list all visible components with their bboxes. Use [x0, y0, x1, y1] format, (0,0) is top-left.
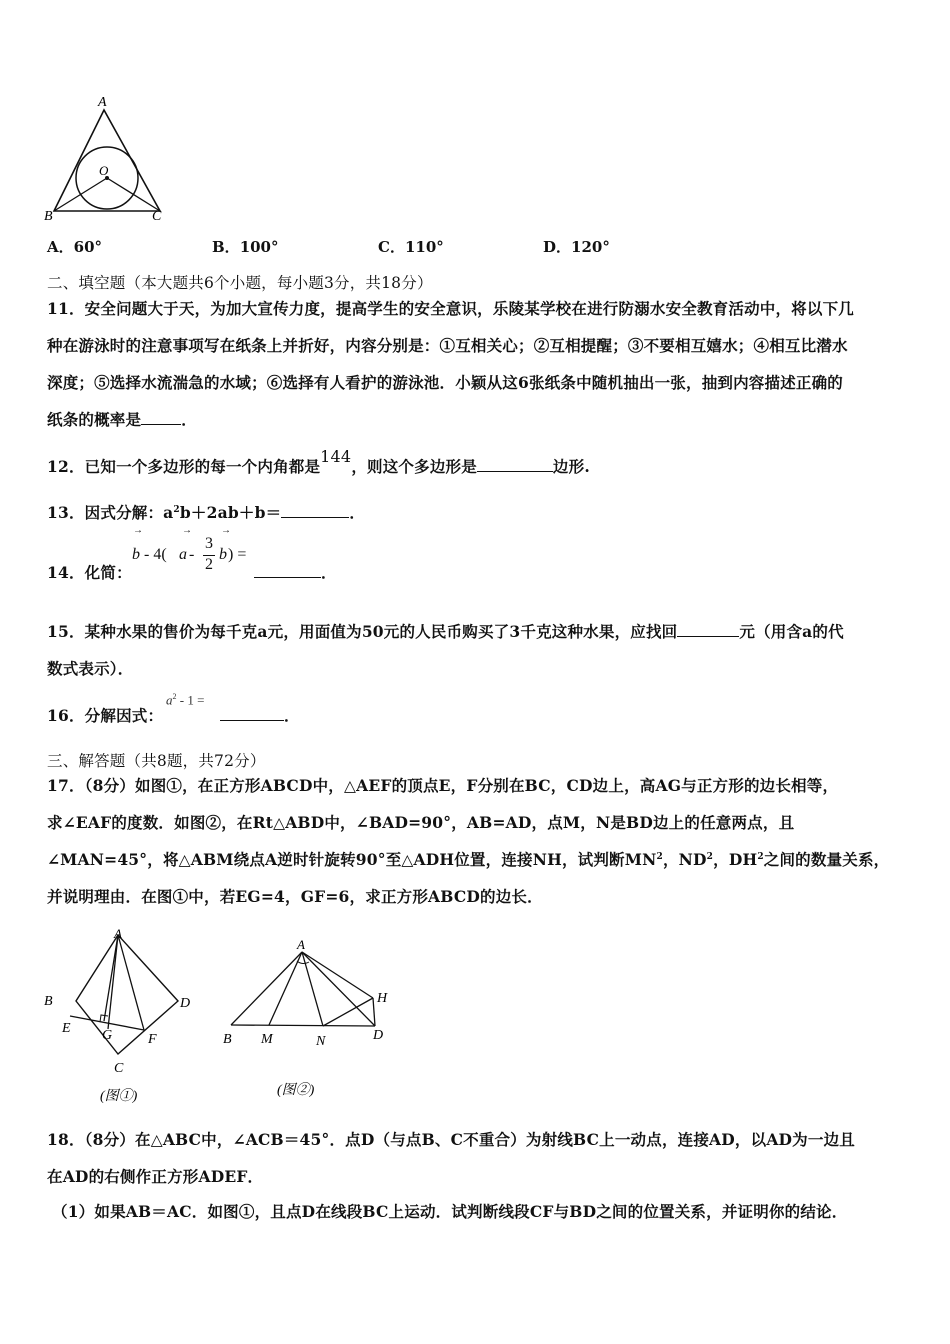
q16-line: 16．分解因式：	[47, 706, 164, 725]
answer-blank	[141, 410, 181, 425]
fig1-caption: (图①)	[100, 1089, 138, 1104]
q17-line3: ∠MAN=45°，将△ABM绕点A逆时针旋转90°至△ADH位置，连接NH，试判断$MN^2$，$ND^2$，$DH^2$之间的数量关系，	[47, 850, 890, 869]
fig1-label-E: E	[62, 1021, 71, 1036]
section3-heading: 三、解答题（共8题，共72分）	[47, 752, 266, 770]
fig1-label-A: A	[114, 926, 122, 941]
fig1-label-G: G	[102, 1028, 113, 1043]
fig2-label-H: H	[377, 991, 388, 1006]
answer-blank	[677, 622, 739, 637]
q12-line: 12．已知一个多边形的每一个内角都是144，则这个多边形是 边形.	[47, 447, 590, 476]
label-O: O	[99, 163, 109, 178]
q16-answer: ．	[220, 704, 300, 726]
label-C: C	[152, 209, 162, 224]
q15-line1: 15．某种水果的售价为每千克a元，用面值为50元的人民币购买了3千克这种水果，应找回 元（用含a的代	[47, 622, 844, 641]
option-d: D．120°	[543, 238, 610, 256]
fig2-label-N: N	[316, 1034, 326, 1049]
option-b: B．100°	[212, 238, 279, 256]
q11-line2: 种在游泳时的注意事项写在纸条上并折好，内容分别是：①互相关心；②互相提醒；③不要相互嬉水；④相互比潜水	[47, 336, 848, 355]
q14-answer: ．	[254, 561, 337, 583]
fig1-label-B: B	[44, 994, 53, 1009]
fig2-label-B: B	[223, 1032, 232, 1047]
q18-line3: （1）如果AB＝AC．如图①，且点D在线段BC上运动．试判断线段CF与BD之间的位置关系，并证明你的结论．	[52, 1202, 848, 1221]
option-a: A．60°	[47, 238, 103, 256]
fig1-label-F: F	[148, 1032, 157, 1047]
fig2-label-A: A	[297, 937, 305, 952]
option-c: C．110°	[378, 238, 444, 256]
q17-line4: 并说明理由．在图①中，若EG=4，GF=6，求正方形ABCD的边长．	[47, 887, 543, 906]
figure1-square	[40, 925, 205, 1110]
q11-line3: 深度；⑤选择水流湍急的水域；⑥选择有人看护的游泳池．小颖从这6张纸条中随机抽出一张，抽到内容描述正确的	[47, 373, 843, 392]
q17-line1: 17．（8分）如图①，在正方形ABCD中，△AEF的顶点E，F分别在BC，CD边上，高AG与正方形的边长相等，	[47, 776, 839, 795]
q13-line: 13．因式分解：$a^2b+2ab+b=$ ．	[47, 503, 366, 522]
q11-line1: 11．安全问题大于天，为加大宣传力度，提高学生的安全意识，乐陵某学校在进行防溺水安全教育活动中，将以下几	[47, 299, 854, 318]
triangle-incircle-figure	[40, 92, 175, 227]
fig1-label-C: C	[114, 1061, 124, 1076]
q15-line2: 数式表示）．	[47, 659, 134, 678]
answer-blank	[281, 503, 349, 518]
answer-blank	[220, 706, 284, 721]
q17-line2: 求∠EAF的度数．如图②，在Rt△ABD中，∠BAD=90°，AB=AD，点M，N是BD边上的任意两点，且	[47, 813, 795, 832]
q16-expression: $a^2 - 1$ =	[166, 692, 205, 708]
label-A: A	[98, 95, 107, 110]
fig2-caption: (图②)	[277, 1083, 315, 1098]
label-B: B	[44, 209, 53, 224]
fig1-label-D: D	[180, 996, 191, 1011]
section2-heading: 二、填空题（本大题共6个小题，每小题3分，共18分）	[47, 274, 433, 292]
q11-line4: 纸条的概率是 ．	[47, 410, 197, 429]
fig2-label-M: M	[261, 1032, 273, 1047]
q18-line1: 18．（8分）在△ABC中，∠ACB＝45°．点D（与点B、C不重合）为射线BC上一动点，连接AD，以AD为一边且	[47, 1130, 855, 1149]
q14-label: 14．化简：	[47, 563, 132, 582]
answer-blank	[477, 457, 553, 472]
figure2-triangle	[215, 935, 405, 1105]
answer-blank	[254, 563, 321, 578]
q18-line2: 在AD的右侧作正方形ADEF．	[47, 1167, 264, 1186]
fig2-label-D: D	[373, 1028, 384, 1043]
q14-expression: → → → b - 4( a - 3 2 b ) =	[132, 525, 247, 573]
angle-value: 144	[320, 447, 352, 466]
